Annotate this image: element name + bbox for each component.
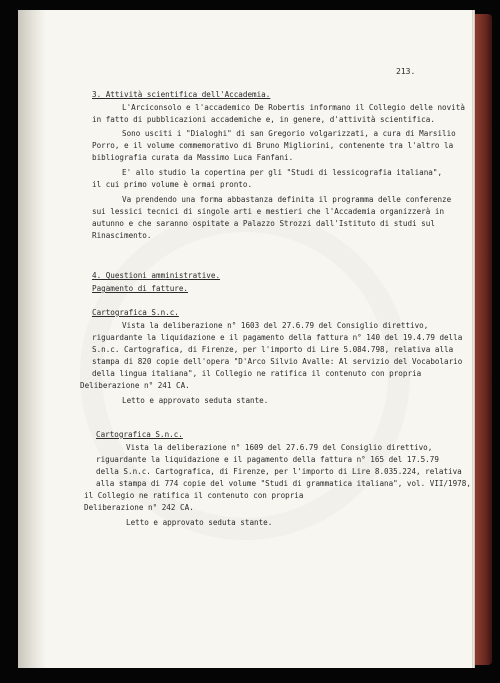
paragraph-line: E' allo studio la copertina per gli "Studi di lessicografia italiana", [122, 168, 443, 177]
paragraph-line: autunno e che saranno ospitate a Palazzo Strozzi dall'Istituto di studi sul [92, 219, 435, 228]
section-4-subheading: Pagamento di fatture. [92, 284, 189, 293]
paragraph-line: stampa di 820 copie dell'opera "D'Arco Silvio Avalle: Al servizio del Vocabolario [92, 357, 463, 366]
paragraph-line: Letto e approvato seduta stante. [126, 518, 273, 527]
paragraph-line: L'Arciconsolo e l'accademico De Robertis informano il Collegio delle novità [122, 103, 465, 112]
paragraph-line: sui lessici tecnici di singole arti e mestieri che l'Accademia organizzerà in [92, 207, 445, 216]
paragraph-line: Va prendendo una forma abbastanza definita il programma delle conferenze [122, 195, 452, 204]
entry-1-title: Cartografica S.n.c. [92, 308, 179, 317]
paragraph-line: Rinascimento. [92, 231, 152, 240]
document-page [18, 10, 472, 668]
paragraph-line: Porro, e il volume commemorativo di Bruno Migliorini, contenente tra l'altro la [92, 141, 454, 150]
paragraph-line: il cui primo volume è ormai pronto. [92, 180, 253, 189]
paragraph-line: Deliberazione n° 241 CA. [80, 381, 190, 390]
entry-2-title: Cartografica S.n.c. [96, 430, 183, 439]
paragraph-line: della lingua italiana", il Collegio ne ratifica il contenuto con propria [92, 369, 422, 378]
paragraph-line: bibliografia curata da Massimo Luca Fanfani. [92, 153, 294, 162]
page-number: 213. [396, 67, 416, 76]
paragraph-line: Vista la deliberazione n° 1603 del 27.6.79 del Consiglio direttivo, [122, 321, 429, 330]
paragraph-line: Deliberazione n° 242 CA. [84, 503, 194, 512]
section-3-heading: 3. Attività scientifica dell'Accademia. [92, 90, 271, 99]
paragraph-line: riguardante la liquidazione e il pagamento della fattura n° 165 del 17.5.79 [96, 455, 439, 464]
paragraph-line: riguardante la liquidazione e il pagamento della fattura n° 140 del 19.4.79 della [92, 333, 463, 342]
paragraph-line: il Collegio ne ratifica il contenuto con propria [84, 491, 304, 500]
paragraph-line: in fatto di pubblicazioni accademiche e, in genere, d'attività scientifica. [92, 115, 435, 124]
paragraph-line: Sono usciti i "Dialoghi" di san Gregorio volgarizzati, a cura di Marsilio [122, 129, 456, 138]
paragraph-line: della S.n.c. Cartografica, di Firenze, per l'importo di Lire 8.035.224, relativa [96, 467, 462, 476]
paragraph-line: Vista la deliberazione n° 1609 del 27.6.79 del Consiglio direttivo, [126, 443, 433, 452]
paragraph-line: S.n.c. Cartografica, di Firenze, per l'importo di Lire 5.084.798, relativa alla [92, 345, 454, 354]
paragraph-line: Letto e approvato seduta stante. [122, 396, 269, 405]
paragraph-line: alla stampa di 774 copie del volume "Studi di grammatica italiana", vol. VII/1978, [96, 479, 471, 488]
page-content [18, 10, 472, 668]
section-4-heading: 4. Questioni amministrative. [92, 271, 221, 280]
